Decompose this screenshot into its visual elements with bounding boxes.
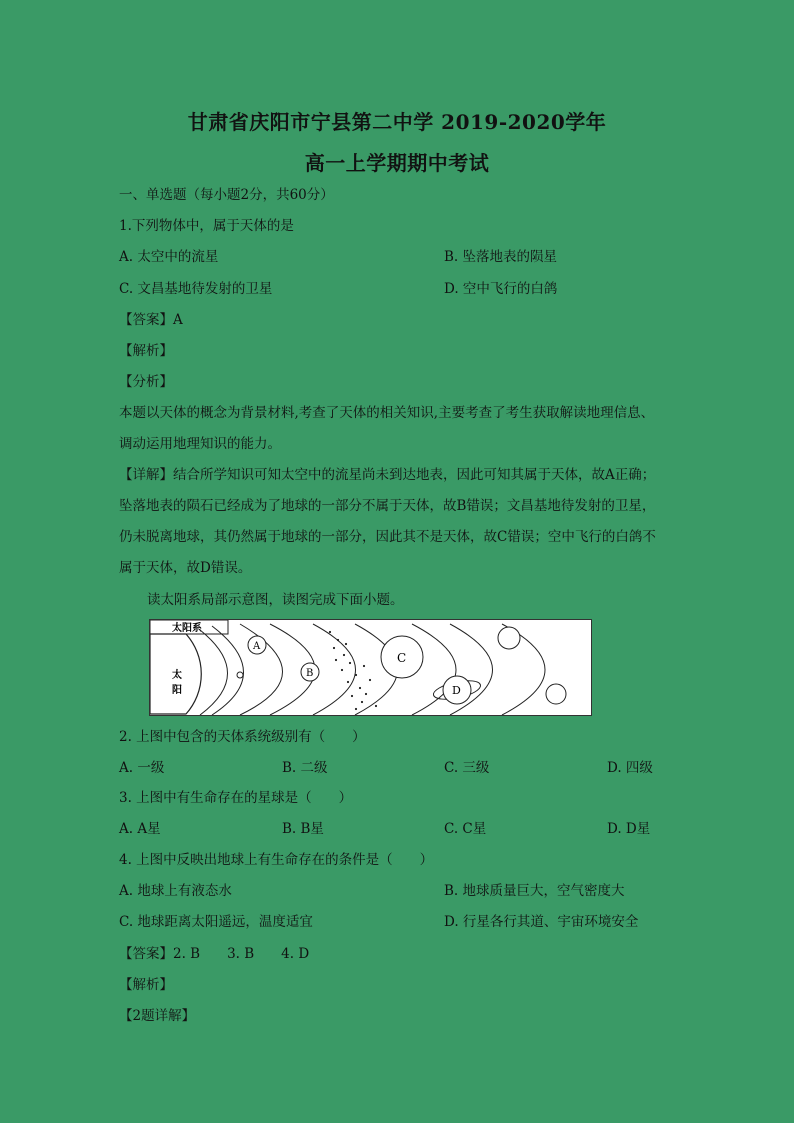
- question-4-option-b: B. 地球质量巨大，空气密度大: [444, 883, 625, 899]
- diagram-title: 太阳系: [172, 623, 202, 634]
- question-1-option-a: A. 太空中的流星: [119, 249, 219, 265]
- detail-tag-2: 【2题详解】: [119, 1008, 196, 1024]
- orbit-line: [200, 630, 228, 715]
- document-title-line1: 甘肃省庆阳市宁县第二中学 2019-2020学年: [187, 110, 607, 134]
- question-4-option-c: C. 地球距离太阳遥远，温度适宜: [119, 914, 313, 930]
- question-3-option-b: B. B星: [282, 821, 324, 837]
- asteroid-belt-dots: [329, 631, 377, 710]
- question-1-detail-line: 坠落地表的陨石已经成为了地球的一部分不属于天体，故B错误；文昌基地待发射的卫星，: [119, 498, 656, 514]
- planet-b-label: B: [306, 668, 314, 679]
- question-2-option-c: C. 三级: [444, 760, 490, 776]
- planet-outer-2: [546, 684, 566, 704]
- question-1-option-b: B. 坠落地表的陨星: [444, 249, 558, 265]
- question-1-option-d: D. 空中飞行的白鸽: [444, 281, 558, 297]
- question-3-option-c: C. C星: [444, 821, 487, 837]
- section-heading: 一、单选题（每小题2分，共60分）: [119, 187, 334, 203]
- question-1-fenxi-line: 本题以天体的概念为背景材料,考查了天体的相关知识,主要考查了考生获取解读地理信息、: [119, 405, 655, 421]
- planet-d-label: D: [452, 684, 461, 697]
- question-1-detail-line: 【详解】结合所学知识可知太空中的流星尚未到达地表，因此可知其属于天体，故A正确；: [119, 467, 656, 483]
- question-1-fenxi-line: 调动运用地理知识的能力。: [119, 436, 281, 452]
- question-1-analysis-tag: 【解析】: [119, 343, 173, 359]
- question-4-option-a: A. 地球上有液态水: [119, 883, 232, 899]
- question-2-option-a: A. 一级: [119, 760, 165, 776]
- planet-a-label: A: [253, 641, 261, 652]
- moon-small: [237, 672, 243, 678]
- question-4-stem: 4. 上图中反映出地球上有生命存在的条件是（ ）: [119, 852, 434, 868]
- question-3-option-d: D. D星: [607, 821, 651, 837]
- question-1-detail-line: 属于天体，故D错误。: [119, 560, 252, 576]
- diagram-intro: 读太阳系局部示意图，读图完成下面小题。: [147, 592, 404, 608]
- question-1-detail-line: 仍未脱离地球，其仍然属于地球的一部分，因此其不是天体，故C错误；空中飞行的白鸽不: [119, 529, 656, 545]
- sun-label-char: 太: [172, 670, 182, 681]
- question-2-option-b: B. 二级: [282, 760, 328, 776]
- question-2-option-d: D. 四级: [607, 760, 653, 776]
- question-3-stem: 3. 上图中有生命存在的星球是（ ）: [119, 790, 353, 806]
- answers-2-4: 【答案】2. B 3. B 4. D: [119, 946, 310, 962]
- question-2-stem: 2. 上图中包含的天体系统级别有（ ）: [119, 729, 366, 745]
- asteroid-belt-inner: [313, 624, 356, 715]
- planet-outer-1: [498, 627, 520, 649]
- document-title-line2: 高一上学期期中考试: [304, 151, 490, 175]
- sun-label-char: 阳: [172, 685, 182, 696]
- planet-c-label: C: [397, 651, 407, 665]
- solar-system-diagram: [149, 619, 592, 716]
- question-4-option-d: D. 行星各行其道、宇宙环境安全: [444, 914, 639, 930]
- question-3-option-a: A. A星: [119, 821, 161, 837]
- question-1-stem: 1.下列物体中，属于天体的是: [119, 218, 294, 234]
- question-1-fenxi-tag: 【分析】: [119, 374, 173, 390]
- question-1-option-c: C. 文昌基地待发射的卫星: [119, 281, 273, 297]
- question-1-answer: 【答案】A: [119, 312, 183, 328]
- analysis-tag-2: 【解析】: [119, 977, 173, 993]
